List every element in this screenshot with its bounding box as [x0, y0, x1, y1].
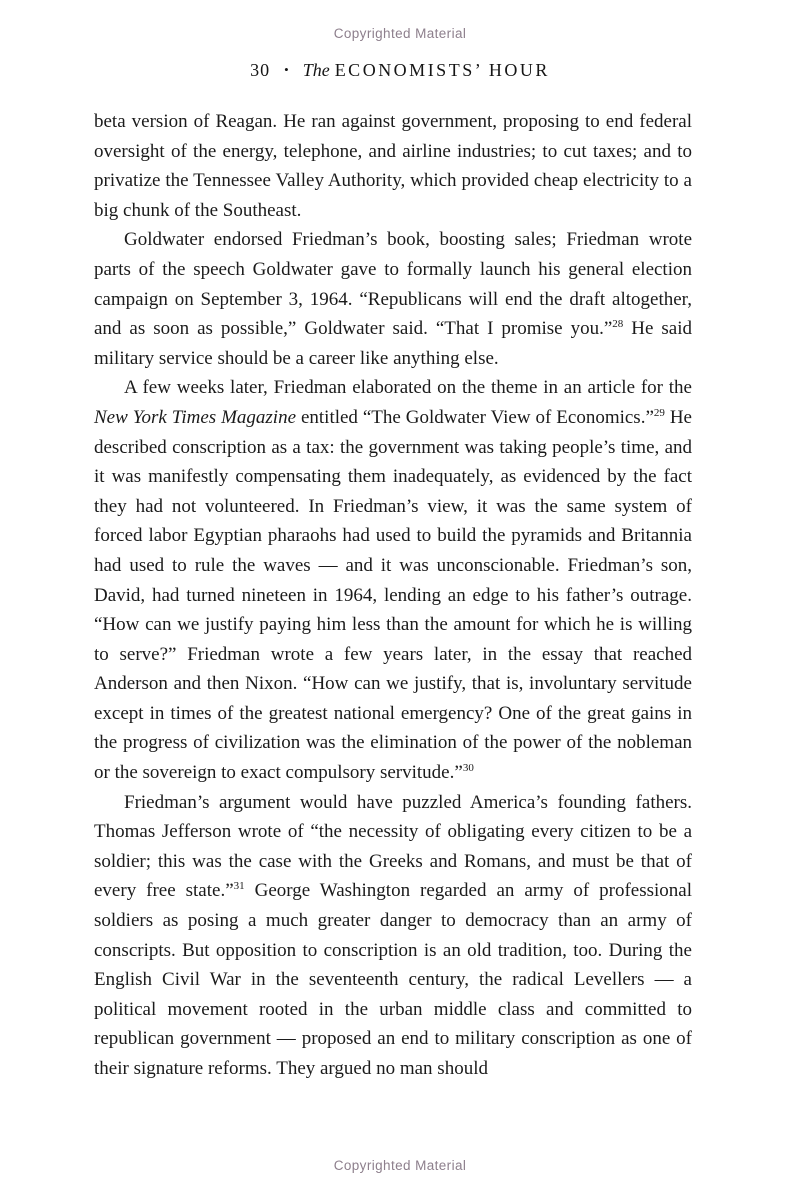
paragraph: [94, 107, 692, 225]
paragraph: [94, 225, 692, 373]
text-run: entitled “The Goldwater View of Economics.”: [296, 406, 654, 428]
paragraph: [94, 373, 692, 787]
header-separator-bullet: •: [284, 62, 289, 77]
text-run: George Washington regarded an army of professional soldiers as posing a much greater danger to democracy than an army of conscripts. But opposition to conscription is an old tradition, too. During the English Civil War in the seventeenth century, the radical Levellers — a political movement rooted in the urban middle class and committed to republican government — proposed an end to military conscription as one of their signature reforms. They argued no man should: [94, 880, 692, 1079]
text-run: Friedman’s argument would have puzzled America’s founding fathers. Thomas Jefferson wrote of “the necessity of obligating every citizen to be a soldier; this was the case with the Greeks and Romans, and must be that of every free state.”: [94, 791, 692, 902]
text-run: beta version of Reagan. He ran against government, proposing to end federal oversight of the energy, telephone, and airline industries; to cut taxes; and to privatize the Tennessee Valley Authority, which provided cheap electricity to a big chunk of the Southeast.: [94, 111, 692, 221]
footnote-reference: 30: [462, 762, 474, 775]
page-number: 30: [250, 60, 271, 80]
text-run: Goldwater endorsed Friedman’s book, boosting sales; Friedman wrote parts of the speech Goldwater gave to formally launch his general election campaign on September 3, 1964. “Republicans will end the draft altogether, and as soon as possible,” Goldwater said. “That I promise you.”: [94, 229, 692, 340]
italic-text-run: New York Times Magazine: [94, 406, 297, 428]
footnote-reference: 31: [233, 880, 245, 893]
running-header: [0, 60, 800, 81]
footnote-reference: 29: [653, 406, 665, 419]
book-title-article: The: [302, 60, 330, 80]
paragraph: [94, 788, 692, 1084]
footnote-reference: 28: [612, 318, 624, 331]
copyright-notice-bottom: Copyrighted Material: [333, 1158, 467, 1173]
page-body: [94, 107, 692, 1084]
book-title: ECONOMISTS’ HOUR: [334, 60, 550, 80]
text-run: A few weeks later, Friedman elaborated on the theme in an article for the: [124, 377, 692, 399]
copyright-notice-top: Copyrighted Material: [333, 26, 467, 41]
text-run: He said military service should be a career like anything else.: [94, 318, 693, 369]
text-run: He described conscription as a tax: the government was taking people’s time, and it was manifestly compensating them inadequately, as evidenced by the fact they had not volunteered. In Friedman’s view, it was the same system of forced labor Egyptian pharaohs had used to build the pyramids and Britannia had used to rule the waves — and it was unconscionable. Friedman’s son, David, had turned nineteen in 1964, lending an edge to his father’s outrage. “How can we justify paying him less than the amount for which he is willing to serve?” Friedman wrote a few years later, in the essay that reached Anderson and then Nixon. “How can we justify, that is, involuntary servitude except in times of the greatest national emergency? One of the great gains in the progress of civilization was the elimination of the power of the nobleman or the sovereign to exact compulsory servitude.”: [94, 406, 692, 784]
